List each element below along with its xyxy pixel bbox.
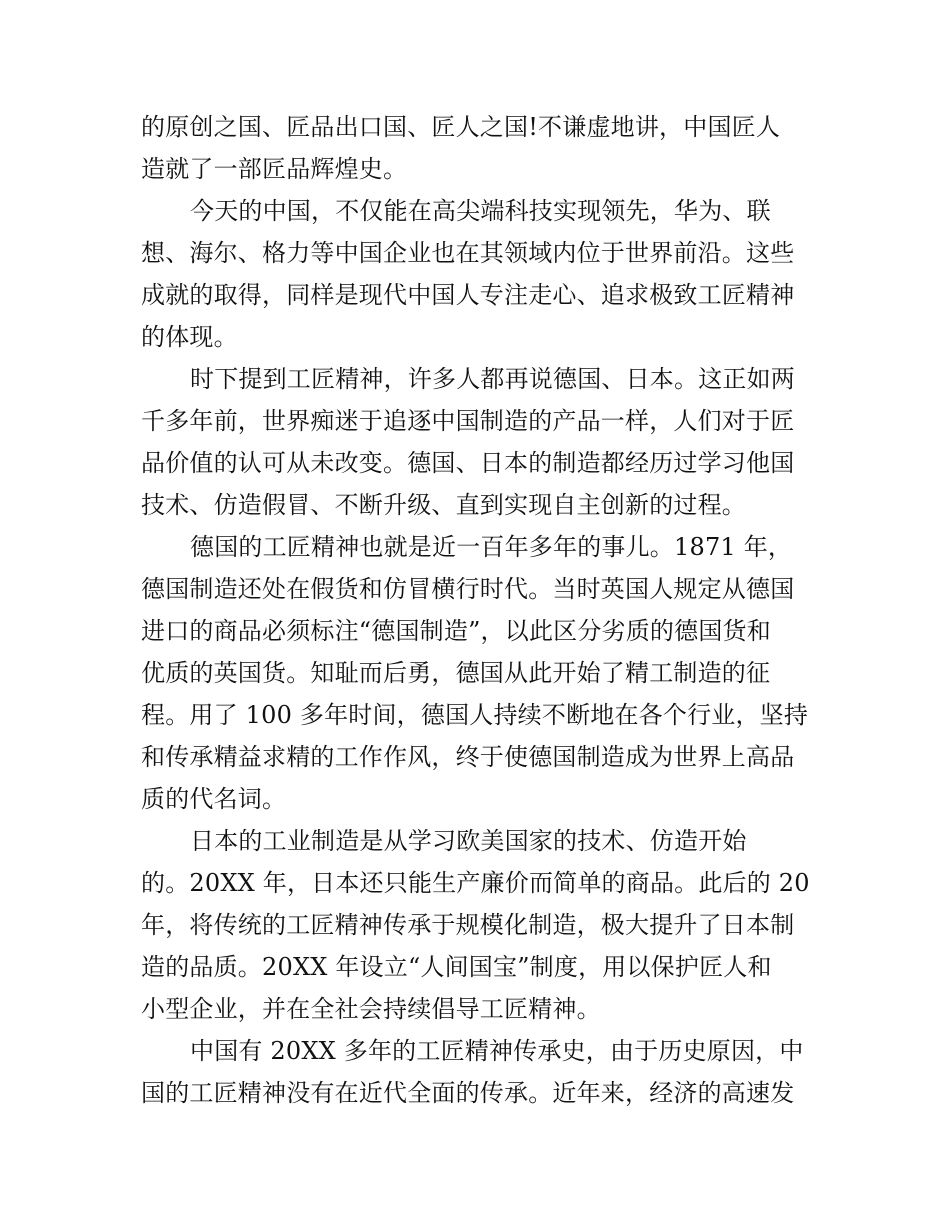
text-line: 的体现。 (141, 323, 238, 351)
text-line: 小型企业，并在全社会持续倡导工匠精神。 (141, 995, 601, 1023)
paragraph-start-line: 中国有 20XX 多年的工匠精神传承史，由于历史原因，中 (190, 1037, 804, 1065)
paragraph-start-line: 日本的工业制造是从学习欧美国家的技术、仿造开始 (190, 827, 747, 855)
text-line: 技术、仿造假冒、不断升级、直到实现自主创新的过程。 (141, 491, 746, 519)
text-line: 的原创之国、匠品出口国、匠人之国!不谦虚地讲，中国匠人 (141, 113, 781, 141)
paragraph-start-line: 德国的工匠精神也就是近一百年多年的事儿。1871 年， (190, 533, 793, 561)
text-line: 造的品质。20XX 年设立“人间国宝”制度，用以保护匠人和 (141, 953, 772, 981)
text-line: 的。20XX 年，日本还只能生产廉价而简单的商品。此后的 20 (141, 869, 810, 897)
text-line: 进口的商品必须标注“德国制造”，以此区分劣质的德国货和 (141, 617, 771, 645)
text-line: 德国制造还处在假货和仿冒横行时代。当时英国人规定从德国 (141, 575, 795, 603)
text-line: 程。用了 100 多年时间，德国人持续不断地在各个行业，坚持 (141, 701, 809, 729)
text-line: 品价值的认可从未改变。德国、日本的制造都经历过学习他国 (141, 449, 795, 477)
text-line: 成就的取得，同样是现代中国人专注走心、追求极致工匠精神 (141, 281, 795, 309)
text-line: 造就了一部匠品辉煌史。 (141, 155, 408, 183)
paragraph-start-line: 时下提到工匠精神，许多人都再说德国、日本。这正如两 (190, 365, 795, 393)
text-line: 优质的英国货。知耻而后勇，德国从此开始了精工制造的征 (141, 659, 771, 687)
paragraph-start-line: 今天的中国，不仅能在高尖端科技实现领先，华为、联 (190, 197, 771, 225)
text-line: 千多年前，世界痴迷于追逐中国制造的产品一样，人们对于匠 (141, 407, 795, 435)
document-body (141, 106, 821, 1114)
text-line: 和传承精益求精的工作作风，终于使德国制造成为世界上高品 (141, 743, 795, 771)
text-line: 年，将传统的工匠精神传承于规模化制造，极大提升了日本制 (141, 911, 795, 939)
text-line: 想、海尔、格力等中国企业也在其领域内位于世界前沿。这些 (141, 239, 795, 267)
text-line: 国的工匠精神没有在近代全面的传承。近年来，经济的高速发 (141, 1079, 795, 1107)
text-line: 质的代名词。 (141, 785, 287, 813)
